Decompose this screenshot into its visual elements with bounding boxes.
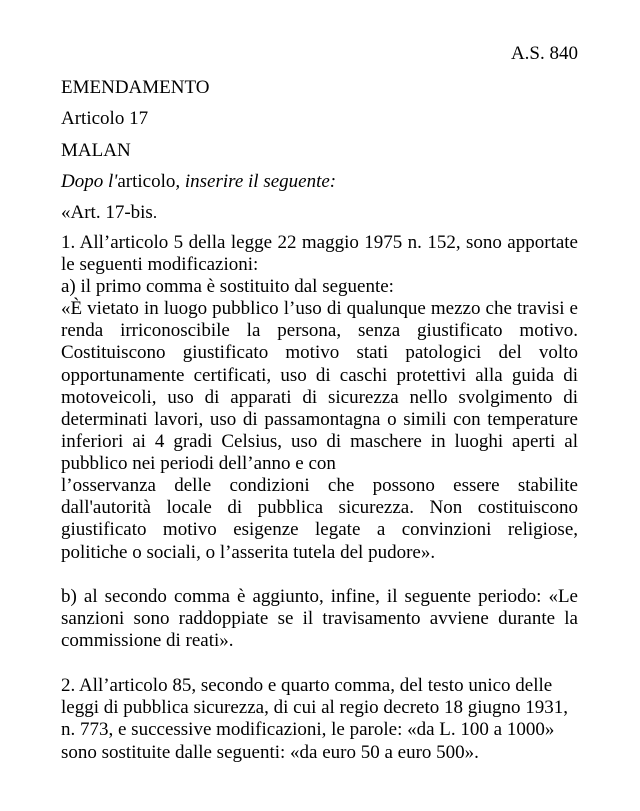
point-a-intro: a) il primo comma è sostituito dal seguente: — [61, 276, 394, 297]
document-type: EMENDAMENTO — [61, 77, 210, 98]
instruction-part-3: , inserire il seguente: — [175, 171, 337, 192]
new-article-heading — [61, 202, 157, 224]
bill-reference: A.S. 840 — [510, 43, 578, 64]
point-b: b) al secondo comma è aggiunto, infine, il seguente periodo: «Le sanzioni sono raddoppiate se il travisamento avviene durante la commissione di reati». — [61, 586, 578, 652]
new-article-heading-main: «Art. 17-bis — [61, 202, 153, 223]
paragraph-1-intro: 1. All’articolo 5 della legge 22 maggio 1975 n. 152, sono apportate le seguenti modificazioni: — [61, 232, 578, 276]
instruction-part-1: Dopo l' — [61, 171, 118, 192]
instruction-line — [61, 171, 336, 193]
author-name: MALAN — [61, 140, 131, 161]
instruction-part-2: articolo — [117, 171, 176, 192]
point-a-text-part-1: «È vietato in luogo pubblico l’uso di qualunque mezzo che travisi e renda irriconoscibile la persona, senza giustificato motivo. Costituiscono giustificato motivo stati patologici del volto opportunamente certificati, uso di caschi protettivi alla guida di motoveicoli, uso di apparati di sicurezza nello svolgimento di determinati lavori, uso di passamontagna o simili con temperature inferiori ai 4 gradi Celsius, uso di maschere in luoghi aperti al pubblico nei periodi dell’anno e con — [61, 298, 578, 475]
article-number: Articolo 17 — [61, 108, 149, 129]
point-a-text-part-2: l’osservanza delle condizioni che possono essere stabilite dall'autorità locale di pubblica sicurezza. Non costituiscono giustificato motivo esigenze legate a convinzioni religiose, politiche o sociali, o l’asserita tutela del pudore». — [61, 475, 578, 563]
paragraph-2: 2. All’articolo 85, secondo e quarto comma, del testo unico delle leggi di pubblica sicurezza, di cui al regio decreto 18 giugno 1931, n. 773, e successive modificazioni, le parole: «da L. 100 a 1000» sono sostituite dalle seguenti: «da euro 50 a euro 500». — [61, 675, 569, 763]
new-article-heading-dot: . — [152, 203, 158, 222]
